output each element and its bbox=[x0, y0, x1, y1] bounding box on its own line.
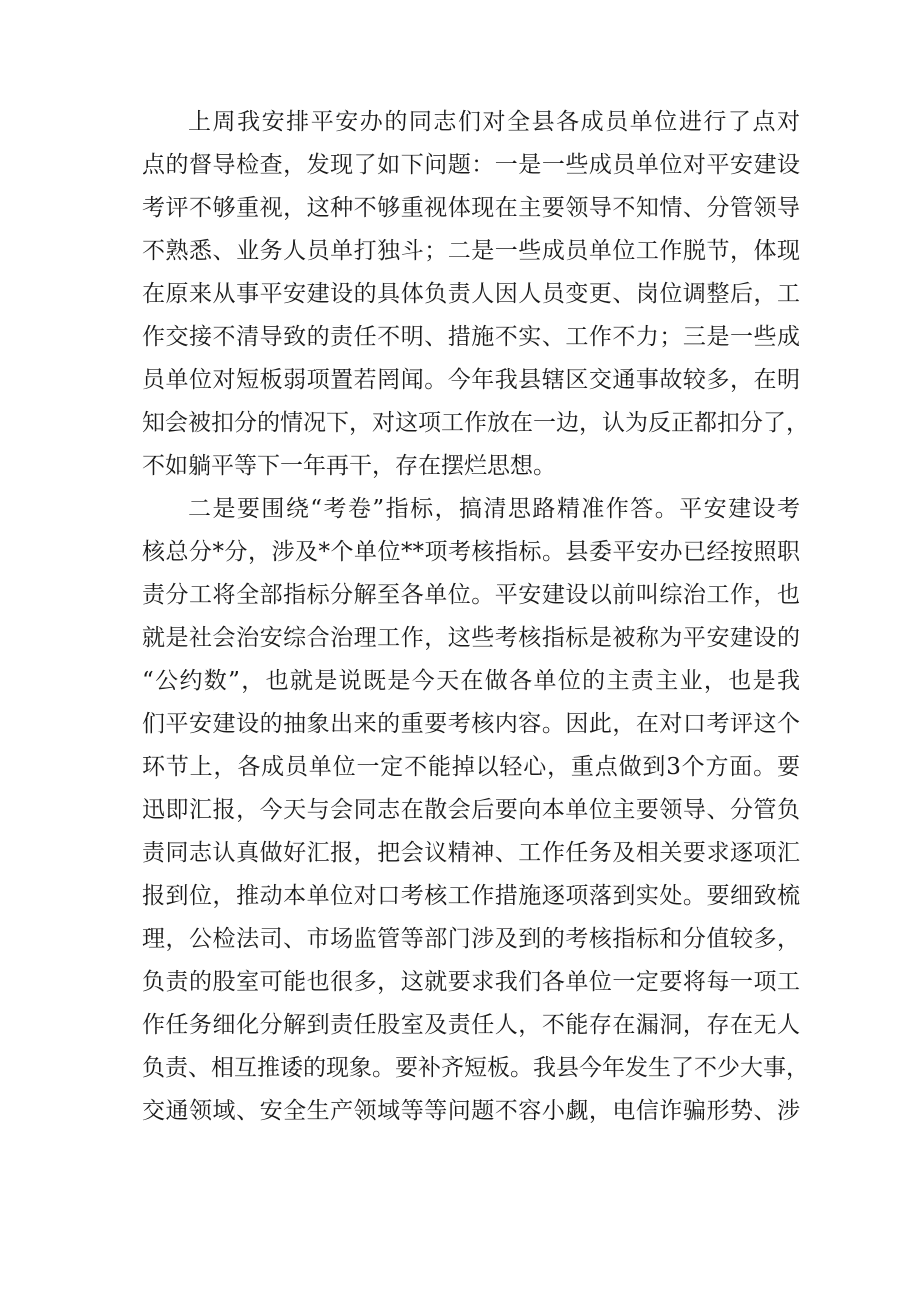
paragraph-line: 核总分*分，涉及*个单位**项考核指标。县委平安办已经按照职 bbox=[142, 539, 800, 565]
paragraph-line: 责同志认真做好汇报，把会议精神、工作任务及相关要求逐项汇 bbox=[142, 840, 800, 866]
paragraph-line: 员单位对短板弱项置若罔闻。今年我县辖区交通事故较多，在明 bbox=[142, 367, 800, 393]
paragraph-line: 二是要围绕“考卷”指标，搞清思路精准作答。平安建设考 bbox=[188, 496, 800, 522]
paragraph-line: “公约数”，也就是说既是今天在做各单位的主责主业，也是我 bbox=[142, 668, 800, 694]
paragraph-line: 知会被扣分的情况下，对这项工作放在一边，认为反正都扣分了， bbox=[142, 410, 809, 436]
paragraph-line: 报到位，推动本单位对口考核工作措施逐项落到实处。要细致梳 bbox=[142, 883, 800, 909]
paragraph-line: 环节上，各成员单位一定不能掉以轻心，重点做到3个方面。要 bbox=[142, 754, 800, 780]
paragraph-line: 负责、相互推诿的现象。要补齐短板。我县今年发生了不少大事， bbox=[142, 1055, 809, 1081]
document-body bbox=[142, 101, 809, 1133]
paragraph-line: 点的督导检查，发现了如下问题：一是一些成员单位对平安建设 bbox=[142, 152, 800, 178]
paragraph-line: 交通领域、安全生产领域等等问题不容小觑，电信诈骗形势、涉 bbox=[142, 1098, 800, 1124]
paragraph-line: 在原来从事平安建设的具体负责人因人员变更、岗位调整后，工 bbox=[142, 281, 800, 307]
paragraph-line: 作交接不清导致的责任不明、措施不实、工作不力；三是一些成 bbox=[142, 324, 800, 350]
paragraph-line: 负责的股室可能也很多，这就要求我们各单位一定要将每一项工 bbox=[142, 969, 800, 995]
paragraph-line: 们平安建设的抽象出来的重要考核内容。因此，在对口考评这个 bbox=[142, 711, 800, 737]
paragraph-1 bbox=[142, 101, 809, 488]
paragraph-line: 不熟悉、业务人员单打独斗；二是一些成员单位工作脱节，体现 bbox=[142, 238, 800, 264]
paragraph-line: 作任务细化分解到责任股室及责任人，不能存在漏洞，存在无人 bbox=[142, 1012, 800, 1038]
paragraph-line: 不如躺平等下一年再干，存在摆烂思想。 bbox=[142, 453, 556, 479]
paragraph-line: 上周我安排平安办的同志们对全县各成员单位进行了点对 bbox=[188, 109, 800, 135]
paragraph-line: 理，公检法司、市场监管等部门涉及到的考核指标和分值较多， bbox=[142, 926, 800, 952]
paragraph-line: 迅即汇报，今天与会同志在散会后要向本单位主要领导、分管负 bbox=[142, 797, 800, 823]
paragraph-line: 就是社会治安综合治理工作，这些考核指标是被称为平安建设的 bbox=[142, 625, 800, 651]
paragraph-line: 责分工将全部指标分解至各单位。平安建设以前叫综治工作，也 bbox=[142, 582, 800, 608]
paragraph-2 bbox=[142, 488, 809, 1133]
paragraph-line: 考评不够重视，这种不够重视体现在主要领导不知情、分管领导 bbox=[142, 195, 800, 221]
